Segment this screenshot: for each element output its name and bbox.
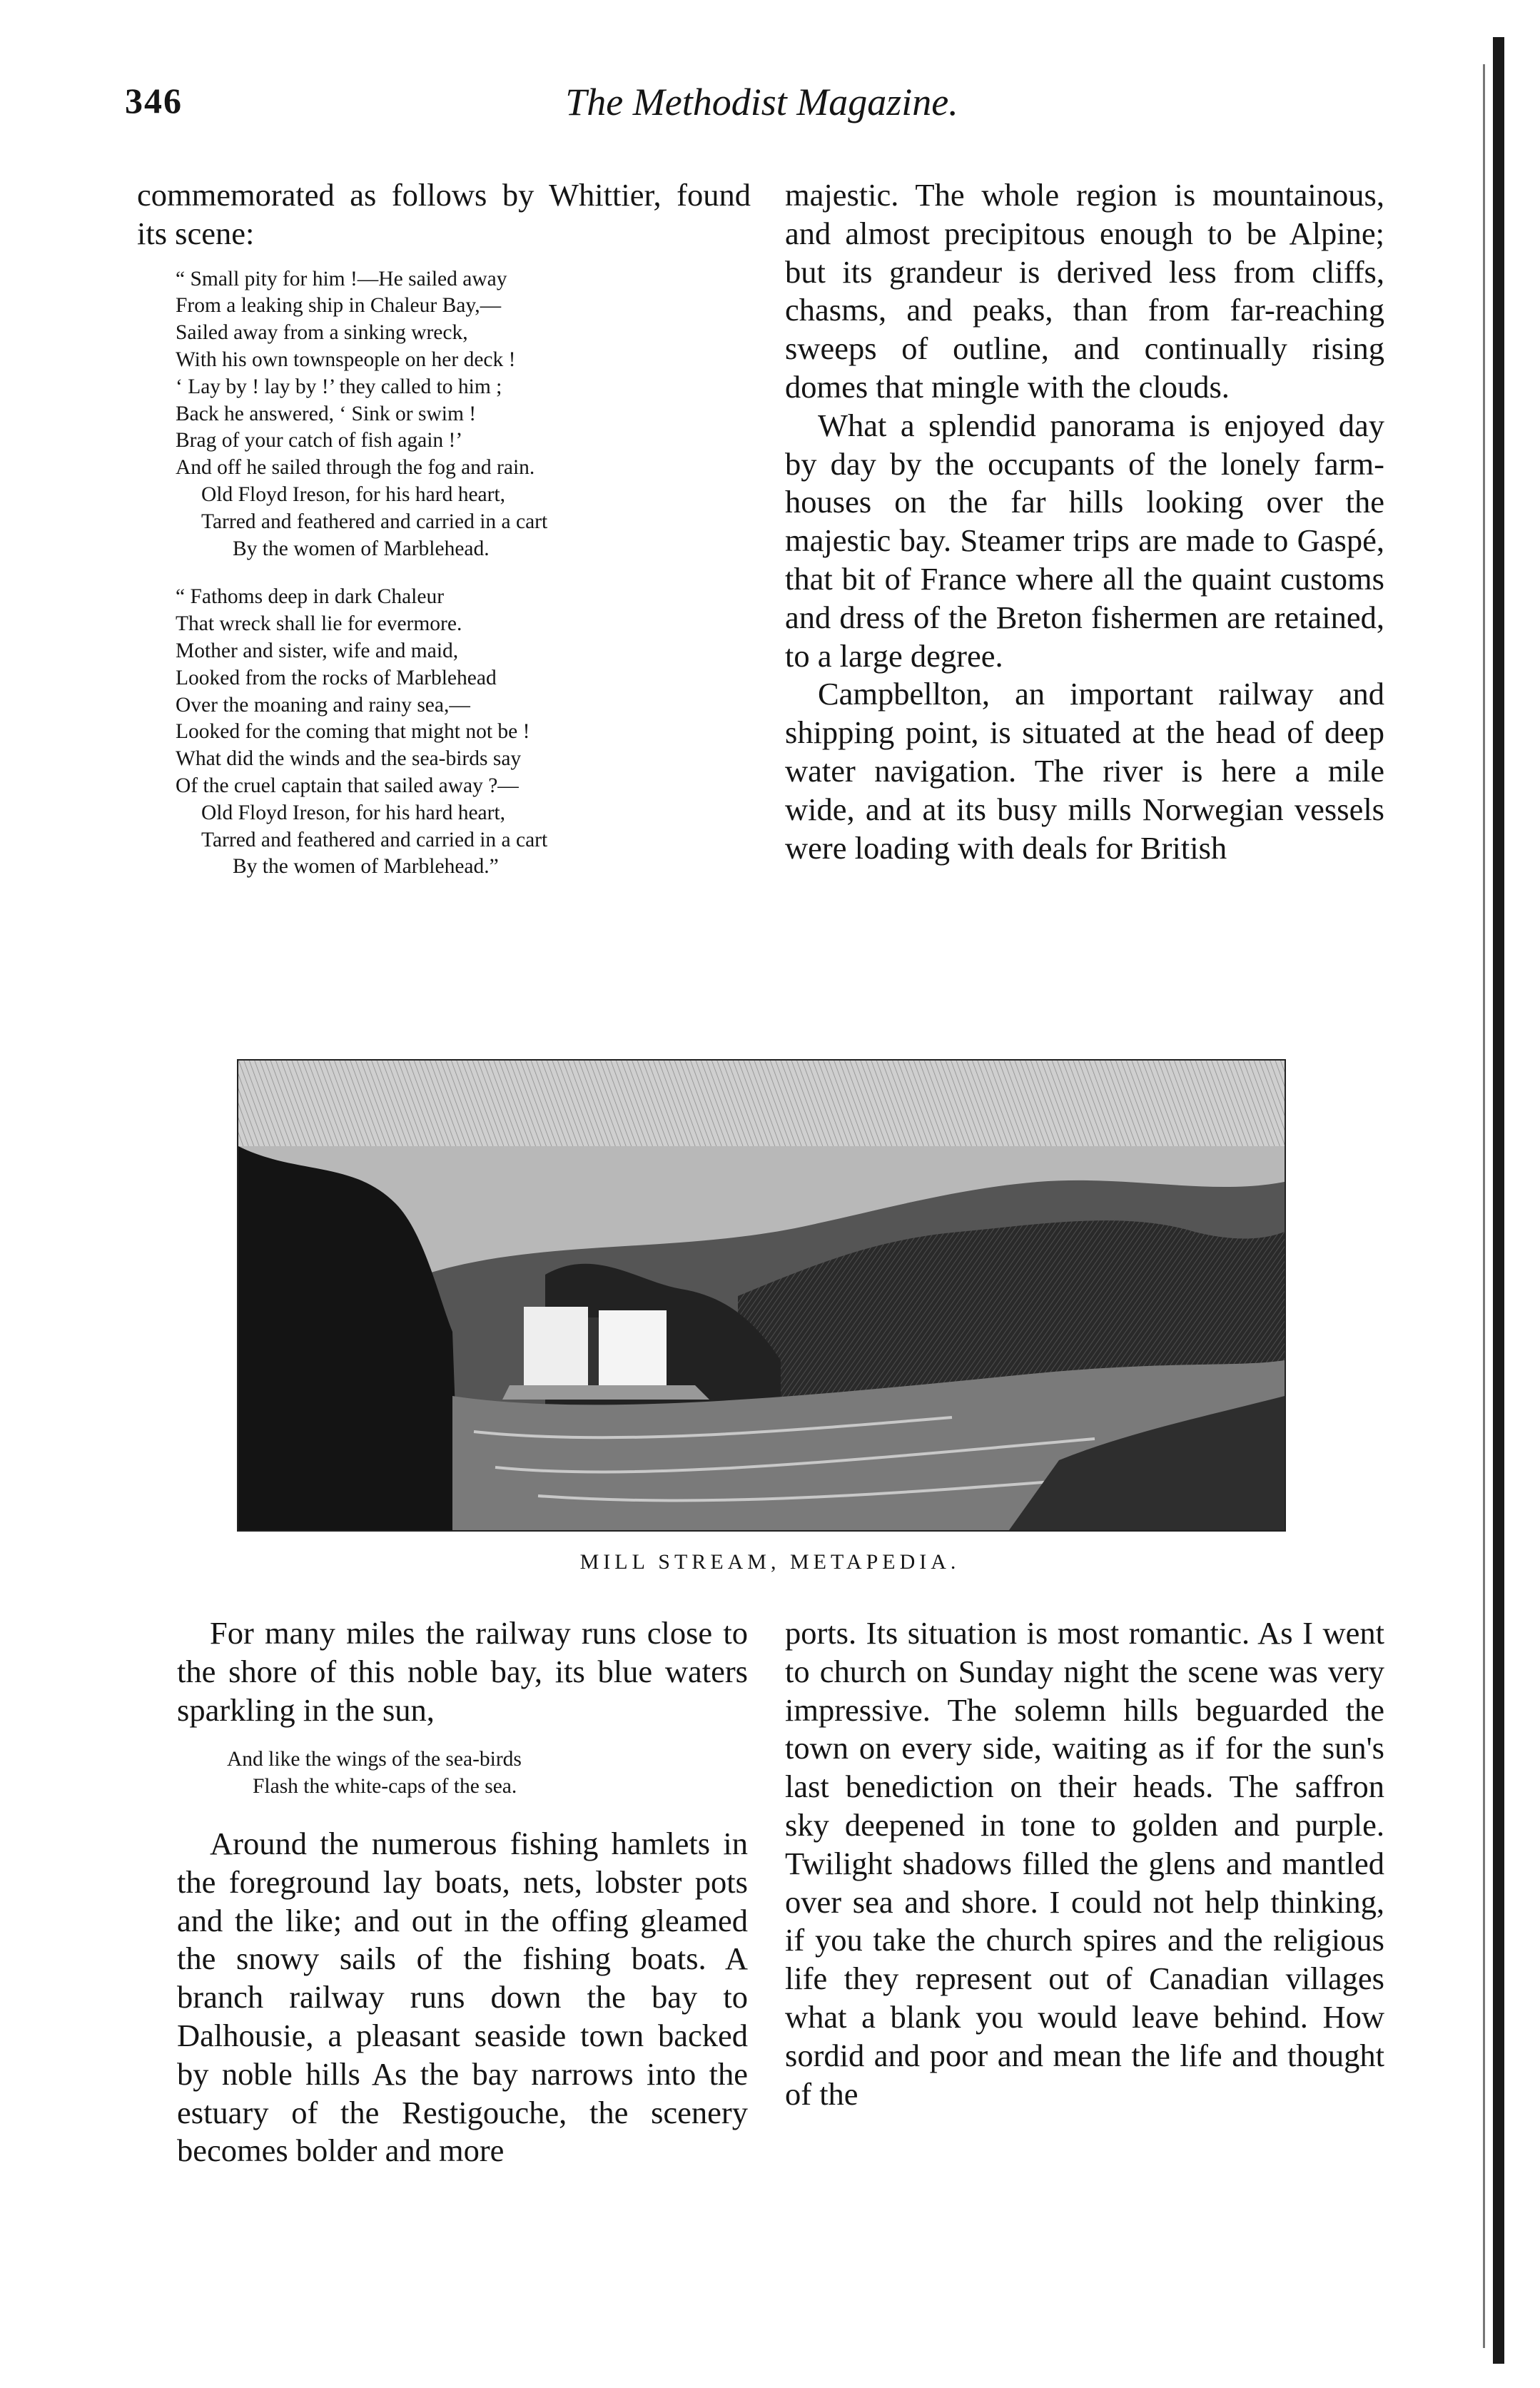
poem-line: ‘ Lay by ! lay by !’ they called to him ; [176, 375, 502, 398]
mill-building-right [599, 1310, 667, 1385]
mill-stream-engraving [237, 1059, 1286, 1532]
poem-line: Sailed away from a sinking wreck, [176, 321, 468, 345]
poem-stanza-2 [176, 584, 751, 881]
poem-line: “ Fathoms deep in dark Chaleur [176, 585, 445, 609]
poem-line: Brag of your catch of fish again !’ [176, 429, 463, 452]
poem-line: “ Small pity for him !—He sailed away [176, 267, 507, 290]
poem-stanza-1 [176, 266, 751, 563]
illustration-caption: MILL STREAM, METAPEDIA. [579, 1550, 961, 1574]
left-column-top [137, 176, 751, 902]
upper-sky [238, 1061, 1285, 1146]
left-column-bottom [177, 1614, 748, 2170]
poem-line: Looked from the rocks of Marblehead [176, 666, 497, 689]
poem-line: That wreck shall lie for evermore. [176, 612, 462, 636]
paragraph: Around the numerous fishing hamlets in the foreground lay boats, nets, lobster pots and the like; and out in the offing gleamed the snowy sails of the fishing boats. A branch railway runs down the bay to Dalhousie, a pleasant seaside town backed by noble hills As the bay narrows into the estuary of the Restigouche, the scenery becomes bolder and more [177, 1825, 748, 2169]
whittier-poem [176, 266, 751, 881]
poem-line: Over the moaning and rainy sea,— [176, 693, 470, 717]
poem-line: And off he sailed through the fog and rain. [176, 456, 535, 480]
poem-line: Looked for the coming that might not be ! [176, 720, 530, 744]
poem-refrain-line: Old Floyd Ireson, for his hard heart, [201, 482, 506, 506]
intro-paragraph: commemorated as follows by Whittier, found its scene: [137, 177, 751, 251]
paragraph: Campbellton, an important railway and shipping point, is situated at the head of deep water navigation. The river is here a mile wide, and at its busy mills Norwegian vessels were loading with deals for British [785, 676, 1384, 866]
poem-line: Mother and sister, wife and maid, [176, 639, 459, 662]
mill-gap [588, 1317, 599, 1385]
poem-refrain-line: Tarred and feathered and carried in a cart [201, 828, 548, 851]
poem-refrain-line: By the women of Marblehead.” [233, 855, 499, 879]
poem-line: Of the cruel captain that sailed away ?— [176, 774, 519, 797]
poem-line: From a leaking ship in Chaleur Bay,— [176, 294, 502, 318]
poem-line: Back he answered, ‘ Sink or swim ! [176, 402, 477, 425]
poem-line: What did the winds and the sea-birds say [176, 747, 522, 771]
page-edge-line [1483, 64, 1485, 2348]
mill-building-left [524, 1307, 588, 1385]
paragraph: ports. Its situation is most romantic. As I went to church on Sunday night the scene was very impressive. The solemn hills beguarded the town on every side, waiting as if for the sun's last benediction on their heads. The saffron sky deepened in tone to golden and purple. Twilight shadows filled the glens and mantled over sea and shore. I could not help thinking, if you take the church spires and the religious life they represent out of Canadian villages what a blank you would leave behind. How sordid and poor and mean the life and thought of the [785, 1615, 1384, 2112]
poem-refrain-line: By the women of Marblehead. [233, 537, 490, 560]
verse-line: And like the wings of the sea-birds [227, 1748, 522, 1771]
page-edge-shadow [1493, 37, 1504, 2364]
page-header [125, 80, 1399, 137]
right-column-bottom [785, 1614, 1384, 2113]
mill-dam [502, 1385, 709, 1400]
poem-refrain-line: Old Floyd Ireson, for his hard heart, [201, 801, 506, 824]
verse-line: Flash the white-caps of the sea. [253, 1775, 517, 1798]
quoted-verse [227, 1746, 748, 1801]
paragraph: What a splendid panorama is enjoyed day by day by the occupants of the lonely farm-houses on the far hills looking over the majestic bay. Steamer trips are made to Gaspé, that bit of France where all the quaint customs and dress of the Breton fishermen are retained, to a large degree. [785, 407, 1384, 674]
running-title: The Methodist Magazine. [565, 81, 958, 123]
right-column-top [785, 176, 1384, 867]
poem-refrain-line: Tarred and feathered and carried in a cart [201, 510, 548, 533]
page-number: 346 [125, 81, 183, 121]
paragraph: For many miles the railway runs close to the shore of this noble bay, its blue waters sparkling in the sun, [177, 1615, 748, 1728]
engraving-picture [238, 1061, 1285, 1530]
paragraph: majestic. The whole region is mountainous, and almost precipitous enough to be Alpine; but its grandeur is derived less from cliffs, chasms, and peaks, than from far-reaching sweeps of outline, and continually rising domes that mingle with the clouds. [785, 177, 1384, 405]
poem-line: With his own townspeople on her deck ! [176, 348, 516, 371]
